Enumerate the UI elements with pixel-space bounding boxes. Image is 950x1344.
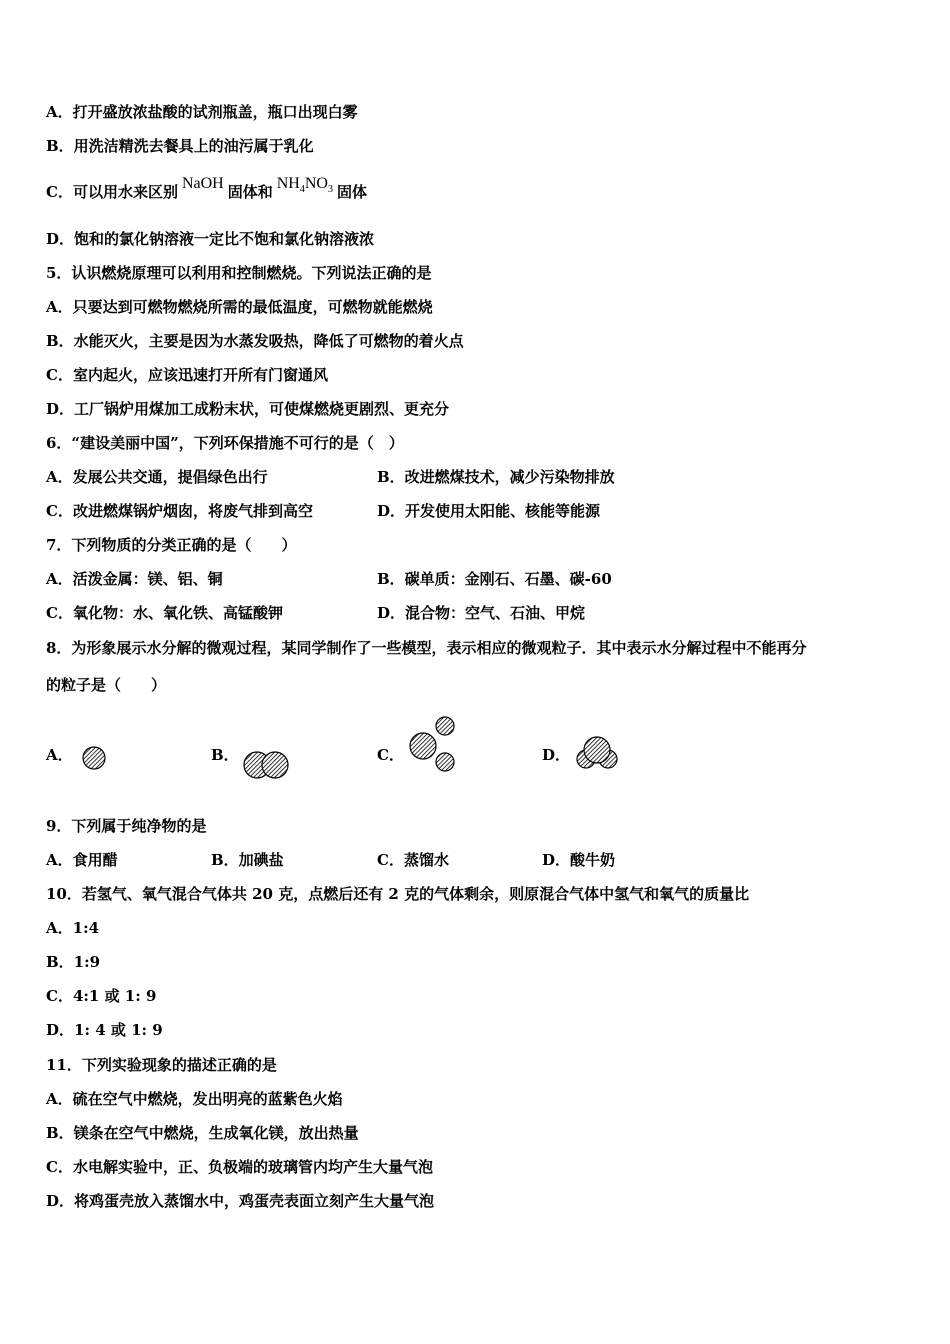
q7-option-a: A．活泼金属：镁、铝、铜 bbox=[46, 570, 223, 588]
formula-part: NO bbox=[304, 175, 328, 192]
q5-option-b: B．水能灭火，主要是因为水蒸发吸热，降低了可燃物的着火点 bbox=[46, 332, 464, 350]
q8-option-a: A． bbox=[46, 746, 73, 764]
molecule-diatomic-icon bbox=[240, 748, 296, 784]
q4-option-c bbox=[46, 175, 367, 209]
q4-option-c-prefix: C．可以用水来区别 bbox=[46, 183, 178, 201]
q9-option-d: D．酸牛奶 bbox=[542, 851, 616, 869]
q10-stem: 10．若氢气、氧气混合气体共 20 克，点燃后还有 2 克的气体剩余，则原混合气体中氢气和氧气的质量比 bbox=[46, 885, 750, 903]
q8-option-c: C． bbox=[377, 746, 404, 764]
q10-option-d: D．1: 4 或 1: 9 bbox=[46, 1021, 163, 1039]
q6-stem: 6．“建设美丽中国”，下列环保措施不可行的是（ ） bbox=[46, 434, 404, 452]
molecule-water-icon bbox=[572, 732, 624, 774]
q8-option-b: B． bbox=[211, 746, 239, 764]
q10-option-a: A．1:4 bbox=[46, 919, 100, 937]
q4-option-c-suffix: 固体 bbox=[336, 183, 367, 201]
formula-subscript: 3 bbox=[327, 184, 333, 196]
q9-stem: 9．下列属于纯净物的是 bbox=[46, 817, 207, 835]
q11-option-c: C．水电解实验中，正、负极端的玻璃管内均产生大量气泡 bbox=[46, 1158, 433, 1176]
formula-part: NH bbox=[276, 175, 300, 192]
q4-option-c-mid: 固体和 bbox=[227, 183, 273, 201]
q7-option-c: C．氧化物：水、氧化铁、高锰酸钾 bbox=[46, 604, 283, 622]
q9-option-b: B．加碘盐 bbox=[211, 851, 284, 869]
formula-subscript: 4 bbox=[299, 184, 305, 196]
q6-option-c: C．改进燃煤锅炉烟囱，将废气排到高空 bbox=[46, 502, 313, 520]
q11-stem: 11．下列实验现象的描述正确的是 bbox=[46, 1056, 277, 1074]
q7-option-b: B．碳单质：金刚石、石墨、碳-60 bbox=[377, 570, 612, 588]
q8-option-d: D． bbox=[542, 746, 571, 764]
formula-naoh: NaOH bbox=[181, 175, 224, 192]
q6-option-b: B．改进燃煤技术，减少污染物排放 bbox=[377, 468, 615, 486]
q9-option-a: A．食用醋 bbox=[46, 851, 118, 869]
q8-stem-line2: 的粒子是（ ） bbox=[46, 676, 167, 694]
q4-option-d: D．饱和的氯化钠溶液一定比不饱和氯化钠溶液浓 bbox=[46, 230, 375, 248]
q5-option-d: D．工厂锅炉用煤加工成粉末状，可使煤燃烧更剧烈、更充分 bbox=[46, 400, 450, 418]
q4-option-a: A．打开盛放浓盐酸的试剂瓶盖，瓶口出现白雾 bbox=[46, 103, 358, 121]
molecule-separated-atoms-icon bbox=[404, 714, 464, 776]
q9-option-c: C．蒸馏水 bbox=[377, 851, 449, 869]
q10-option-c: C．4:1 或 1: 9 bbox=[46, 987, 157, 1005]
formula-nh4no3 bbox=[273, 175, 337, 196]
q4-option-b: B．用洗洁精洗去餐具上的油污属于乳化 bbox=[46, 137, 314, 155]
q5-option-c: C．室内起火，应该迅速打开所有门窗通风 bbox=[46, 366, 328, 384]
q6-option-a: A．发展公共交通，提倡绿色出行 bbox=[46, 468, 268, 486]
q7-stem: 7．下列物质的分类正确的是（ ） bbox=[46, 536, 297, 554]
q11-option-b: B．镁条在空气中燃烧，生成氧化镁，放出热量 bbox=[46, 1124, 359, 1142]
q6-option-d: D．开发使用太阳能、核能等能源 bbox=[377, 502, 601, 520]
q5-option-a: A．只要达到可燃物燃烧所需的最低温度，可燃物就能燃烧 bbox=[46, 298, 433, 316]
q7-option-d: D．混合物：空气、石油、甲烷 bbox=[377, 604, 586, 622]
q10-option-b: B．1:9 bbox=[46, 953, 101, 971]
q11-option-a: A．硫在空气中燃烧，发出明亮的蓝紫色火焰 bbox=[46, 1090, 343, 1108]
molecule-single-atom-icon bbox=[78, 743, 110, 773]
q11-option-d: D．将鸡蛋壳放入蒸馏水中，鸡蛋壳表面立刻产生大量气泡 bbox=[46, 1192, 435, 1210]
q8-stem-line1: 8．为形象展示水分解的微观过程，某同学制作了一些模型，表示相应的微观粒子．其中表示水分解过程中不能再分 bbox=[46, 639, 807, 657]
q5-stem: 5．认识燃烧原理可以利用和控制燃烧。下列说法正确的是 bbox=[46, 264, 432, 282]
